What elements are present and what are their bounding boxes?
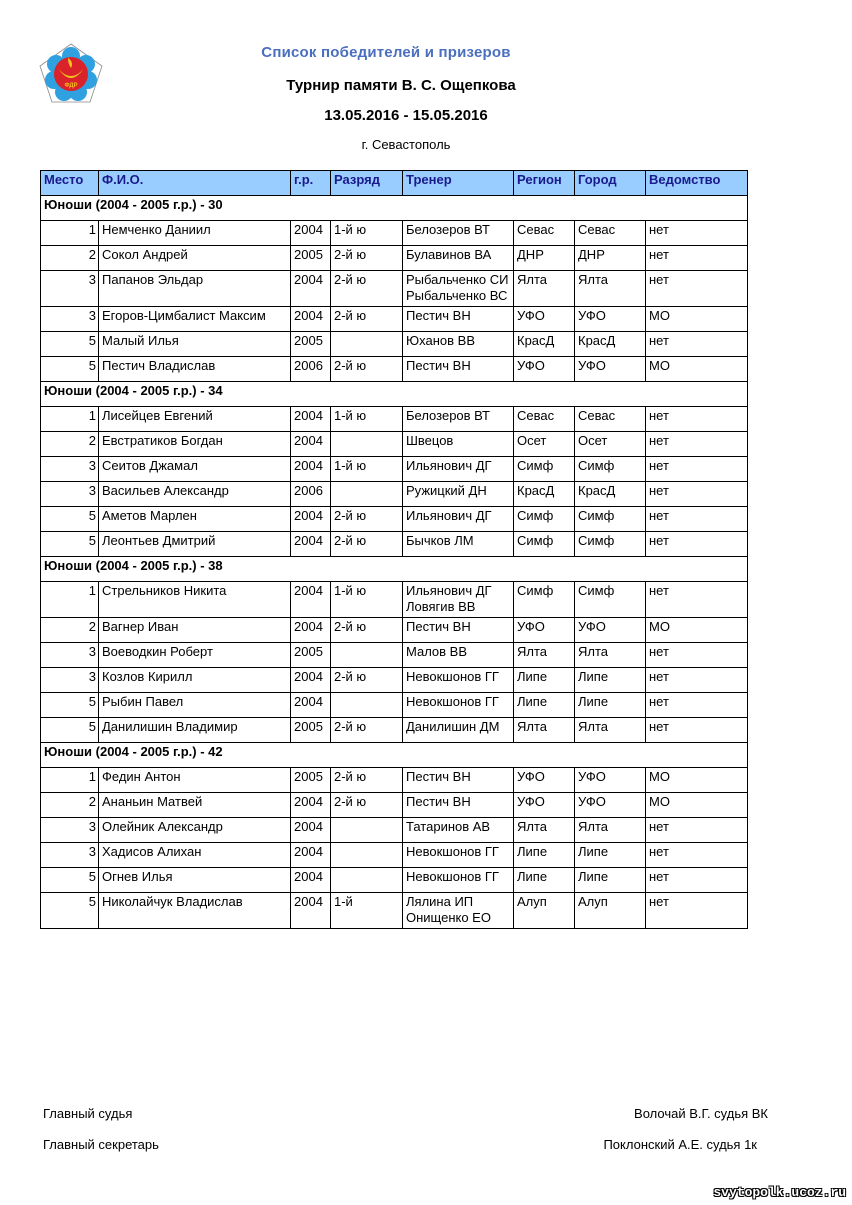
cell-department: нет	[646, 818, 748, 843]
cell-department: МО	[646, 357, 748, 382]
table-row	[41, 482, 748, 507]
cell-coach: Рыбальченко СИ Рыбальченко ВС	[403, 271, 514, 307]
results-table	[40, 170, 748, 929]
cell-place: 1	[41, 582, 99, 618]
cell-region: Липе	[514, 693, 575, 718]
table-row	[41, 332, 748, 357]
cell-rank: 2-й ю	[331, 271, 403, 307]
cell-name: Данилишин Владимир	[99, 718, 291, 743]
cell-coach: Ильянович ДГ	[403, 507, 514, 532]
cell-department: МО	[646, 618, 748, 643]
logo-text: ФДР	[64, 83, 78, 89]
tournament-city: г. Севастополь	[361, 137, 451, 152]
cell-city: Ялта	[575, 643, 646, 668]
column-header-coach: Тренер	[403, 171, 514, 196]
cell-department: нет	[646, 843, 748, 868]
group-header-row	[41, 382, 748, 407]
chief-judge-label: Главный судья	[43, 1106, 133, 1121]
table-row	[41, 768, 748, 793]
cell-rank: 1-й ю	[331, 582, 403, 618]
cell-city: Липе	[575, 693, 646, 718]
cell-region: Симф	[514, 582, 575, 618]
cell-region: Ялта	[514, 818, 575, 843]
cell-name: Немченко Даниил	[99, 221, 291, 246]
cell-name: Егоров-Цимбалист Максим	[99, 307, 291, 332]
cell-name: Козлов Кирилл	[99, 668, 291, 693]
cell-coach: Ильянович ДГ	[403, 457, 514, 482]
cell-rank	[331, 332, 403, 357]
cell-city: Липе	[575, 668, 646, 693]
cell-place: 5	[41, 868, 99, 893]
column-header-place: Место	[41, 171, 99, 196]
cell-region: УФО	[514, 768, 575, 793]
cell-coach: Невокшонов ГГ	[403, 843, 514, 868]
table-row	[41, 893, 748, 929]
cell-place: 3	[41, 482, 99, 507]
cell-place: 3	[41, 307, 99, 332]
cell-department: нет	[646, 432, 748, 457]
cell-rank: 2-й ю	[331, 718, 403, 743]
table-row	[41, 643, 748, 668]
cell-region: Алуп	[514, 893, 575, 929]
cell-birth-year: 2004	[291, 818, 331, 843]
cell-city: Симф	[575, 457, 646, 482]
table-row	[41, 271, 748, 307]
cell-coach: Татаринов АВ	[403, 818, 514, 843]
cell-city: УФО	[575, 618, 646, 643]
cell-birth-year: 2004	[291, 221, 331, 246]
column-header-birth-year: г.р.	[291, 171, 331, 196]
table-row	[41, 843, 748, 868]
cell-birth-year: 2004	[291, 843, 331, 868]
cell-name: Хадисов Алихан	[99, 843, 291, 868]
cell-name: Папанов Эльдар	[99, 271, 291, 307]
table-header-row	[41, 171, 748, 196]
cell-department: нет	[646, 507, 748, 532]
cell-region: ДНР	[514, 246, 575, 271]
cell-region: Симф	[514, 507, 575, 532]
cell-rank: 2-й ю	[331, 618, 403, 643]
cell-coach: Пестич ВН	[403, 768, 514, 793]
column-header-city: Город	[575, 171, 646, 196]
cell-region: Ялта	[514, 271, 575, 307]
cell-coach: Малов ВВ	[403, 643, 514, 668]
table-row	[41, 718, 748, 743]
cell-city: Осет	[575, 432, 646, 457]
cell-department: нет	[646, 893, 748, 929]
cell-birth-year: 2004	[291, 432, 331, 457]
cell-rank: 1-й ю	[331, 457, 403, 482]
cell-department: нет	[646, 332, 748, 357]
cell-city: Симф	[575, 507, 646, 532]
table-row	[41, 307, 748, 332]
cell-department: нет	[646, 693, 748, 718]
cell-region: Симф	[514, 457, 575, 482]
cell-rank: 2-й ю	[331, 246, 403, 271]
cell-name: Аметов Марлен	[99, 507, 291, 532]
cell-department: МО	[646, 793, 748, 818]
group-header-row	[41, 196, 748, 221]
cell-name: Рыбин Павел	[99, 693, 291, 718]
table-row	[41, 246, 748, 271]
cell-birth-year: 2006	[291, 357, 331, 382]
cell-place: 1	[41, 407, 99, 432]
cell-coach: Данилишин ДМ	[403, 718, 514, 743]
cell-coach: Невокшонов ГГ	[403, 693, 514, 718]
cell-coach: Швецов	[403, 432, 514, 457]
cell-birth-year: 2004	[291, 793, 331, 818]
cell-name: Николайчук Владислав	[99, 893, 291, 929]
cell-region: Ялта	[514, 643, 575, 668]
table-row	[41, 507, 748, 532]
cell-birth-year: 2004	[291, 457, 331, 482]
cell-rank: 1-й	[331, 893, 403, 929]
chief-secretary-name: Поклонский А.Е. судья 1к	[603, 1137, 757, 1152]
cell-region: Ялта	[514, 718, 575, 743]
cell-birth-year: 2004	[291, 307, 331, 332]
watermark: svytopolk.ucoz.ru	[713, 1185, 846, 1200]
weight-category-title: Юноши (2004 - 2005 г.р.) - 42	[41, 743, 748, 768]
cell-city: Симф	[575, 532, 646, 557]
table-row	[41, 693, 748, 718]
cell-name: Ананьин Матвей	[99, 793, 291, 818]
cell-birth-year: 2004	[291, 693, 331, 718]
cell-city: УФО	[575, 768, 646, 793]
cell-place: 3	[41, 457, 99, 482]
cell-department: нет	[646, 668, 748, 693]
cell-place: 5	[41, 693, 99, 718]
cell-rank	[331, 818, 403, 843]
cell-coach: Бычков ЛМ	[403, 532, 514, 557]
cell-coach: Ружицкий ДН	[403, 482, 514, 507]
cell-place: 3	[41, 668, 99, 693]
cell-birth-year: 2004	[291, 532, 331, 557]
cell-city: ДНР	[575, 246, 646, 271]
chief-judge-name: Волочай В.Г. судья ВК	[634, 1106, 768, 1121]
cell-place: 3	[41, 818, 99, 843]
cell-rank: 2-й ю	[331, 307, 403, 332]
document-title: Список победителей и призеров	[261, 44, 511, 61]
column-header-department: Ведомство	[646, 171, 748, 196]
cell-place: 5	[41, 357, 99, 382]
table-row	[41, 407, 748, 432]
cell-department: МО	[646, 307, 748, 332]
cell-birth-year: 2005	[291, 246, 331, 271]
cell-birth-year: 2005	[291, 332, 331, 357]
cell-name: Сеитов Джамал	[99, 457, 291, 482]
cell-region: КрасД	[514, 482, 575, 507]
cell-place: 5	[41, 718, 99, 743]
cell-rank: 2-й ю	[331, 668, 403, 693]
cell-coach: Невокшонов ГГ	[403, 868, 514, 893]
cell-rank: 2-й ю	[331, 793, 403, 818]
cell-rank: 2-й ю	[331, 357, 403, 382]
cell-department: нет	[646, 643, 748, 668]
cell-birth-year: 2004	[291, 582, 331, 618]
cell-coach: Лялина ИП Онищенко ЕО	[403, 893, 514, 929]
cell-city: Алуп	[575, 893, 646, 929]
cell-city: Севас	[575, 407, 646, 432]
cell-city: Ялта	[575, 718, 646, 743]
cell-birth-year: 2004	[291, 407, 331, 432]
table-row	[41, 221, 748, 246]
cell-city: Ялта	[575, 818, 646, 843]
cell-region: Липе	[514, 668, 575, 693]
cell-department: МО	[646, 768, 748, 793]
chief-secretary-label: Главный секретарь	[43, 1137, 159, 1152]
table-row	[41, 668, 748, 693]
cell-rank: 2-й ю	[331, 532, 403, 557]
cell-rank	[331, 643, 403, 668]
cell-coach: Пестич ВН	[403, 357, 514, 382]
cell-city: УФО	[575, 357, 646, 382]
cell-rank	[331, 868, 403, 893]
cell-department: нет	[646, 271, 748, 307]
group-header-row	[41, 557, 748, 582]
cell-birth-year: 2004	[291, 868, 331, 893]
cell-rank	[331, 432, 403, 457]
cell-place: 1	[41, 221, 99, 246]
cell-place: 2	[41, 432, 99, 457]
cell-name: Малый Илья	[99, 332, 291, 357]
table-row	[41, 793, 748, 818]
cell-birth-year: 2004	[291, 507, 331, 532]
cell-rank	[331, 693, 403, 718]
cell-region: КрасД	[514, 332, 575, 357]
cell-city: Липе	[575, 868, 646, 893]
cell-city: Севас	[575, 221, 646, 246]
cell-department: нет	[646, 582, 748, 618]
cell-department: нет	[646, 482, 748, 507]
cell-birth-year: 2006	[291, 482, 331, 507]
cell-rank: 1-й ю	[331, 407, 403, 432]
cell-birth-year: 2005	[291, 718, 331, 743]
cell-region: УФО	[514, 357, 575, 382]
cell-department: нет	[646, 457, 748, 482]
column-header-name: Ф.И.О.	[99, 171, 291, 196]
cell-name: Воеводкин Роберт	[99, 643, 291, 668]
cell-department: нет	[646, 221, 748, 246]
cell-department: нет	[646, 246, 748, 271]
cell-department: нет	[646, 532, 748, 557]
cell-rank: 1-й ю	[331, 221, 403, 246]
cell-name: Огнев Илья	[99, 868, 291, 893]
cell-coach: Невокшонов ГГ	[403, 668, 514, 693]
cell-region: УФО	[514, 618, 575, 643]
cell-rank	[331, 843, 403, 868]
cell-region: УФО	[514, 307, 575, 332]
cell-city: УФО	[575, 793, 646, 818]
cell-name: Васильев Александр	[99, 482, 291, 507]
cell-birth-year: 2005	[291, 643, 331, 668]
cell-coach: Юханов ВВ	[403, 332, 514, 357]
cell-birth-year: 2005	[291, 768, 331, 793]
cell-place: 3	[41, 843, 99, 868]
cell-region: Симф	[514, 532, 575, 557]
weight-category-title: Юноши (2004 - 2005 г.р.) - 38	[41, 557, 748, 582]
cell-city: Ялта	[575, 271, 646, 307]
cell-coach: Пестич ВН	[403, 307, 514, 332]
table-row	[41, 582, 748, 618]
table-row	[41, 618, 748, 643]
table-row	[41, 532, 748, 557]
cell-rank: 2-й ю	[331, 768, 403, 793]
cell-department: нет	[646, 407, 748, 432]
cell-name: Лисейцев Евгений	[99, 407, 291, 432]
cell-place: 2	[41, 793, 99, 818]
cell-place: 5	[41, 532, 99, 557]
cell-place: 5	[41, 332, 99, 357]
cell-birth-year: 2004	[291, 668, 331, 693]
cell-region: Липе	[514, 843, 575, 868]
cell-place: 2	[41, 246, 99, 271]
cell-rank: 2-й ю	[331, 507, 403, 532]
cell-department: нет	[646, 868, 748, 893]
cell-birth-year: 2004	[291, 271, 331, 307]
table-row	[41, 457, 748, 482]
cell-city: КрасД	[575, 332, 646, 357]
tournament-name: Турнир памяти В. С. Ощепкова	[286, 77, 516, 94]
cell-birth-year: 2004	[291, 893, 331, 929]
cell-place: 5	[41, 893, 99, 929]
column-header-rank: Разряд	[331, 171, 403, 196]
cell-rank	[331, 482, 403, 507]
weight-category-title: Юноши (2004 - 2005 г.р.) - 30	[41, 196, 748, 221]
cell-name: Вагнер Иван	[99, 618, 291, 643]
cell-place: 2	[41, 618, 99, 643]
cell-birth-year: 2004	[291, 618, 331, 643]
cell-coach: Пестич ВН	[403, 793, 514, 818]
column-header-region: Регион	[514, 171, 575, 196]
cell-name: Леонтьев Дмитрий	[99, 532, 291, 557]
cell-name: Сокол Андрей	[99, 246, 291, 271]
table-row	[41, 432, 748, 457]
table-row	[41, 868, 748, 893]
cell-name: Евстратиков Богдан	[99, 432, 291, 457]
weight-category-title: Юноши (2004 - 2005 г.р.) - 34	[41, 382, 748, 407]
table-row	[41, 818, 748, 843]
cell-city: Симф	[575, 582, 646, 618]
group-header-row	[41, 743, 748, 768]
cell-coach: Пестич ВН	[403, 618, 514, 643]
cell-name: Федин Антон	[99, 768, 291, 793]
cell-city: КрасД	[575, 482, 646, 507]
cell-region: Липе	[514, 868, 575, 893]
cell-coach: Белозеров ВТ	[403, 221, 514, 246]
cell-place: 1	[41, 768, 99, 793]
cell-place: 3	[41, 643, 99, 668]
cell-region: Осет	[514, 432, 575, 457]
tournament-dates: 13.05.2016 - 15.05.2016	[324, 107, 488, 124]
cell-place: 5	[41, 507, 99, 532]
cell-region: Севас	[514, 407, 575, 432]
cell-name: Стрельников Никита	[99, 582, 291, 618]
cell-name: Олейник Александр	[99, 818, 291, 843]
cell-place: 3	[41, 271, 99, 307]
table-row	[41, 357, 748, 382]
cell-city: Липе	[575, 843, 646, 868]
cell-coach: Белозеров ВТ	[403, 407, 514, 432]
cell-region: УФО	[514, 793, 575, 818]
cell-coach: Ильянович ДГ Ловягив ВВ	[403, 582, 514, 618]
cell-region: Севас	[514, 221, 575, 246]
cell-department: нет	[646, 718, 748, 743]
cell-city: УФО	[575, 307, 646, 332]
cell-name: Пестич Владислав	[99, 357, 291, 382]
cell-coach: Булавинов ВА	[403, 246, 514, 271]
